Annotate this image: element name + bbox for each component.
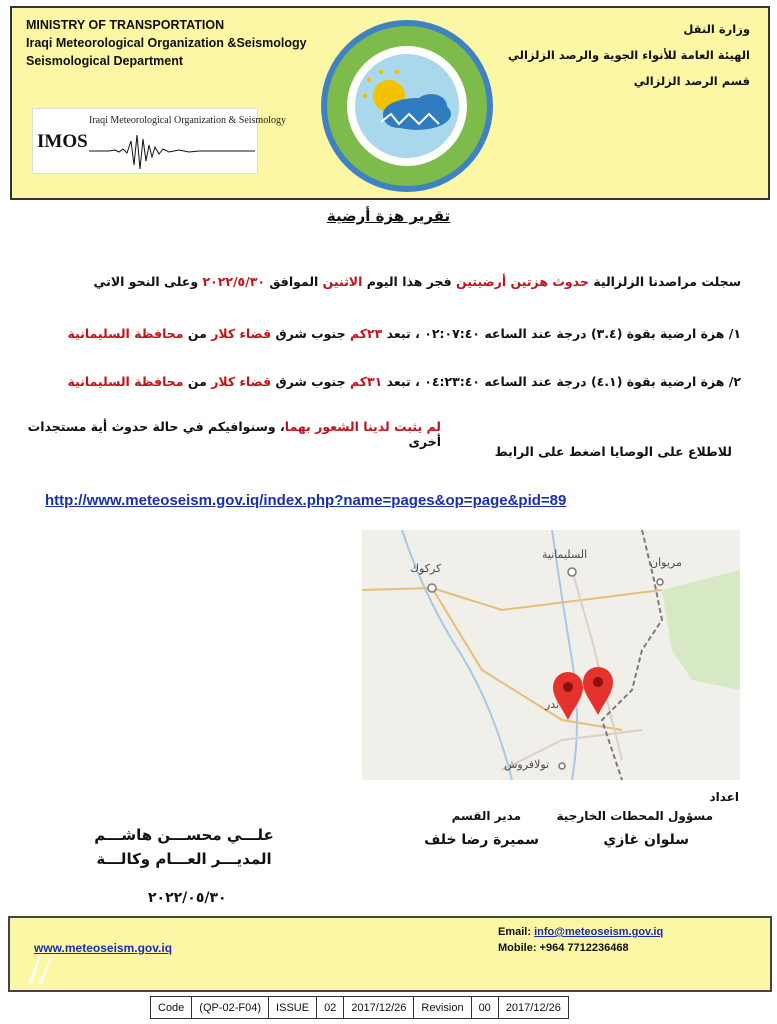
prepared-by-label: اعداد bbox=[709, 790, 739, 804]
map-label-nadar: ندر bbox=[545, 698, 560, 711]
intro-paragraph: سجلت مراصدنا الزلزالية حدوث هزتين أرضيتين فجر هذا اليوم الاثنين الموافق ٢٠٢٢/٥/٣٠ وعلى النحو الاتي bbox=[93, 274, 741, 289]
epicenter-pin-1-icon[interactable] bbox=[551, 670, 585, 722]
map-label-tolafarosh: تولافروش bbox=[504, 758, 550, 771]
revision-date: 2017/12/26 bbox=[498, 997, 568, 1019]
imos-logo-text: IMOS bbox=[37, 131, 88, 152]
seismogram-icon bbox=[89, 131, 255, 171]
department-head-role: مدير القسم bbox=[451, 809, 521, 823]
footer-email: Email: info@meteoseism.gov.iq bbox=[498, 926, 664, 938]
quake-entry-2: ٢/ هزة ارضية بقوة (٤.١) درجة عند الساعه ٠٤:٢٣:٤٠ ، تبعد ٣١كم جنوب شرق قضاء كلار من محافظة السليمانية bbox=[67, 374, 741, 389]
imos-logo-caption: Iraqi Meteorological Organization & Seismology bbox=[89, 115, 286, 126]
epicenter-map[interactable] bbox=[362, 530, 740, 780]
epicenter-pin-2-icon[interactable] bbox=[581, 665, 615, 717]
felt-statement: لم يثبت لدينا الشعور بهما، وسنوافيكم في حالة حدوث أية مستجدات أخرى bbox=[27, 419, 441, 449]
document-control-table bbox=[150, 996, 569, 1019]
issue-date: 2017/12/26 bbox=[344, 997, 414, 1019]
imos-logo bbox=[32, 108, 286, 174]
ministry-name-en: MINISTRY OF TRANSPORTATION bbox=[26, 18, 225, 32]
report-title: تقرير هزة أرضية bbox=[326, 207, 451, 225]
external-stations-role: مسؤول المحطات الخارجية bbox=[556, 809, 713, 823]
english-letterhead bbox=[26, 16, 307, 70]
signature-date: ٢٠٢٢/٠٥/٣٠ bbox=[148, 890, 227, 906]
footer-email-link[interactable]: info@meteoseism.gov.iq bbox=[534, 926, 664, 938]
footer-mobile: Mobile: +964 7712236468 bbox=[498, 942, 629, 954]
department-name-ar: قسم الرصد الزلزالي bbox=[633, 74, 750, 88]
letterhead bbox=[10, 6, 770, 200]
external-stations-name: سلوان غازي bbox=[603, 832, 689, 848]
organization-seal bbox=[319, 18, 495, 194]
organization-name-en: Iraqi Meteorological Organization &Seismology bbox=[26, 36, 307, 50]
department-name-en: Seismological Department bbox=[26, 54, 183, 68]
issue-label: ISSUE bbox=[269, 997, 317, 1019]
map-label-kirkuk: كركوك bbox=[410, 562, 442, 575]
department-head-name: سميرة رضا خلف bbox=[424, 832, 539, 848]
table-row bbox=[151, 997, 569, 1019]
footer-website-link[interactable]: www.meteoseism.gov.iq bbox=[34, 941, 173, 955]
map-label-sulaymaniyah: السليمانية bbox=[542, 548, 588, 561]
quake-entry-1: ١/ هزة ارضية بقوة (٣.٤) درجة عند الساعه ٠٢:٠٧:٤٠ ، تبعد ٢٣كم جنوب شرق قضاء كلار من محافظة السليمانية bbox=[67, 326, 741, 341]
revision-label: Revision bbox=[414, 997, 471, 1019]
issue-value: 02 bbox=[317, 997, 344, 1019]
code-value: (QP-02-F04) bbox=[192, 997, 269, 1019]
arabic-letterhead bbox=[508, 16, 750, 94]
advice-link[interactable]: http://www.meteoseism.gov.iq/index.php?name=pages&op=page&pid=89 bbox=[45, 492, 567, 509]
map-label-marivan: مريوان bbox=[650, 556, 682, 569]
advice-text: للاطلاع على الوصايا اضغط على الرابط bbox=[494, 444, 732, 459]
footer bbox=[8, 916, 772, 992]
organization-name-ar: الهيئة العامة للأنواء الجوية والرصد الزلزالي bbox=[508, 48, 750, 62]
revision-value: 00 bbox=[471, 997, 498, 1019]
ministry-name-ar: وزارة النقل bbox=[683, 22, 750, 36]
director-title: المديـــر العـــام وكالـــة bbox=[96, 850, 272, 868]
code-label: Code bbox=[151, 997, 192, 1019]
director-name: علـــي محســـن هاشـــم bbox=[94, 826, 274, 844]
